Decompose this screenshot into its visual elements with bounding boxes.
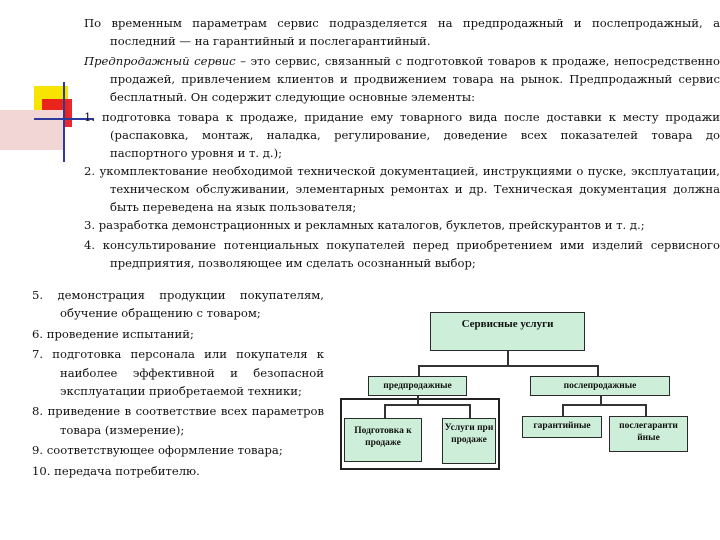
diagram-presale-box: предпродажные bbox=[368, 376, 467, 396]
connector bbox=[384, 404, 470, 406]
list-item-6: 6. проведение испытаний; bbox=[32, 326, 194, 341]
intro-paragraph: По временным параметрам сервис подразделяется на предпродажный и послепродажный, а последний — на гарантийный и послегарантийный. bbox=[84, 16, 720, 49]
list-continuation bbox=[32, 286, 324, 482]
presale-definition bbox=[84, 52, 720, 107]
connector bbox=[418, 365, 598, 367]
connector bbox=[562, 404, 564, 416]
decor-vertical-line bbox=[63, 82, 65, 162]
presale-term: Предпродажный сервис bbox=[84, 54, 236, 68]
connector bbox=[384, 404, 386, 418]
diagram-leaf-sale-services: Услуги при продаже bbox=[442, 418, 496, 464]
diagram-root-box: Сервисные услуги bbox=[430, 312, 585, 351]
list-item-7: 7. подготовка персонала или покупателя к наиболее эффективной и безопасной эксплуатации приобретаемой техники; bbox=[32, 347, 324, 399]
connector bbox=[645, 404, 647, 416]
diagram-postsale-box: послепродажные bbox=[530, 376, 670, 396]
connector bbox=[600, 396, 602, 404]
list-item-3: 3. разработка демонстрационных и рекламных каталогов, буклетов, прейскурантов и т. д.; bbox=[84, 218, 645, 232]
connector bbox=[507, 351, 509, 366]
connector bbox=[417, 396, 419, 404]
list-item-8: 8. приведение в соответствие всех параметров товара (измерение); bbox=[32, 404, 324, 437]
diagram-leaf-post-warranty: послегаранти йные bbox=[609, 416, 688, 452]
list-item-9: 9. соответствующее оформление товара; bbox=[32, 443, 283, 458]
diagram-leaf-preparation: Подготовка к продаже bbox=[344, 418, 422, 462]
decor-pink-square bbox=[0, 110, 64, 150]
list-item-10: 10. передача потребителю. bbox=[32, 463, 200, 478]
list-item-4: 4. консультирование потенциальных покупателей перед приобретением ими изделий сервисного предприятия, позволяющее им сделать осознанный выбор; bbox=[84, 238, 720, 271]
list-item-1: 1. подготовка товара к продаже, придание ему товарного вида после доставки к месту продажи (распаковка, монтаж, наладка, регулирование, доведение всех показателей товара до паспортного уровня и т. д.); bbox=[84, 110, 720, 161]
diagram-leaf-warranty: гарантийные bbox=[522, 416, 602, 438]
list-item-5: 5. демонстрация продукции покупателям, обучение обращению с товаром; bbox=[32, 288, 324, 321]
connector bbox=[562, 404, 646, 406]
presale-definition-text: – это сервис, связанный с подготовкой товаров к продаже, непосредственно продажей, привлечением клиентов и продвижением товара на рынок. Предпродажный сервис бесплатный. Он содержит следующие основные элементы: bbox=[110, 54, 720, 105]
list-item-2: 2. укомплектование необходимой технической документацией, инструкциями о пуске, эксплуатации, техническом обслуживании, элементарных ремонтах и др. Техническая документация должна быть переведена на язык пользователя; bbox=[84, 164, 720, 215]
connector bbox=[469, 404, 471, 418]
